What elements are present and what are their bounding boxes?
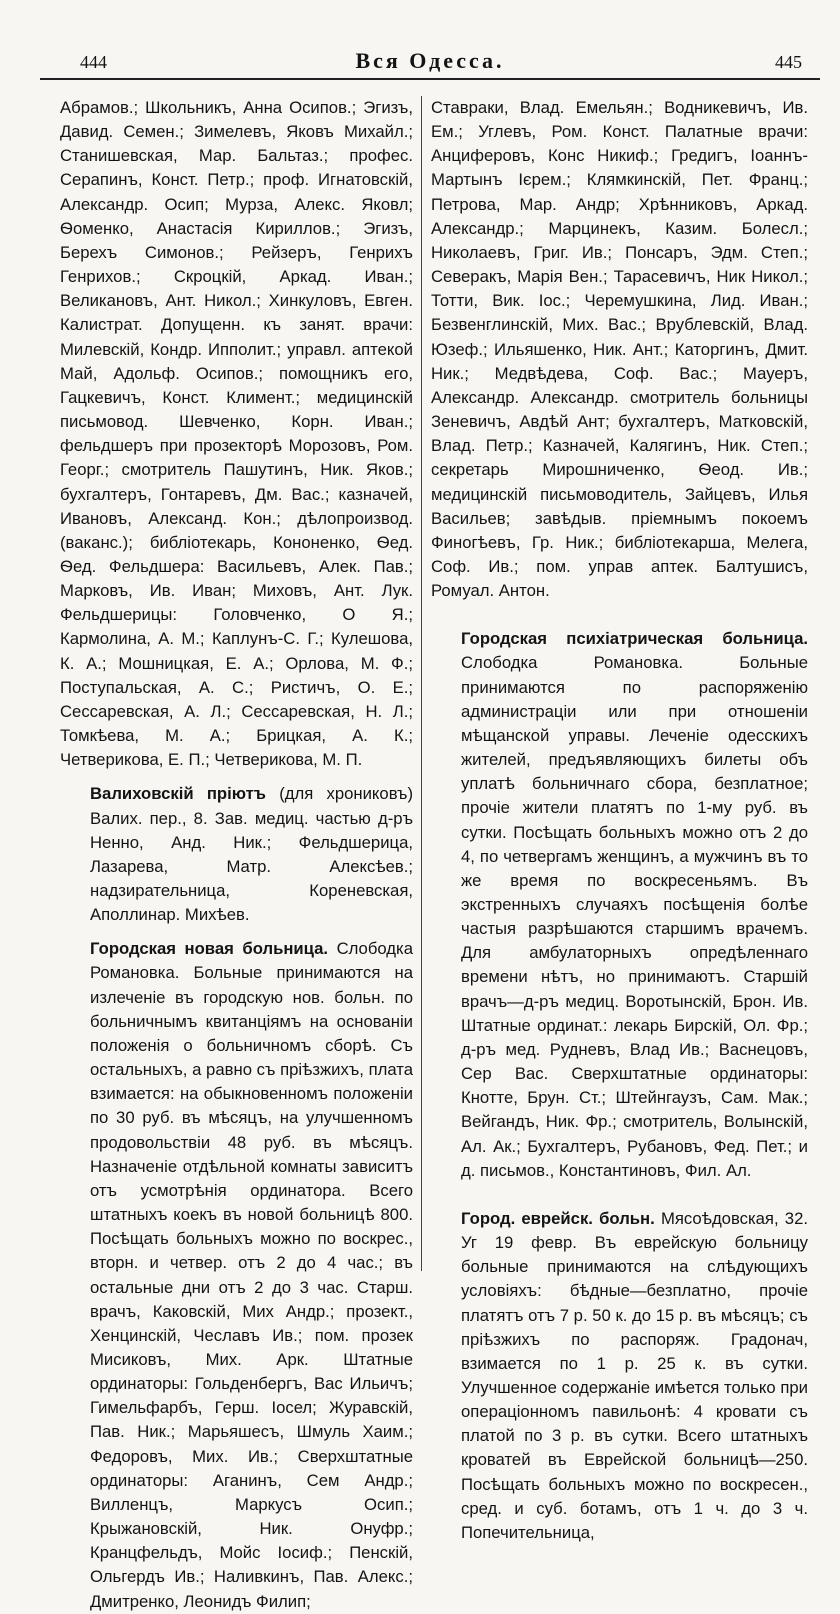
entry-city-new-hospital: [60, 937, 413, 1613]
page-number-right: 445: [775, 52, 802, 72]
entry-psychiatric-hospital: [431, 627, 808, 1183]
entry-continuation: [431, 96, 808, 603]
entry-text: (для хрониковъ) Валих. пер., 8. Зав. медиц. частью д-ръ Ненно, Анд. Ник.; Фельдшерица, Лазарева, Матр. Алексѣев.; надзирательница, Кореневская, Аполлинар. Михѣев.: [90, 784, 413, 925]
running-title: Вся Одесса.: [355, 48, 505, 73]
entry-text: Мясоѣдовская, 32. Уг 19 февр. Въ еврейскую больницу больные принимаются на слѣдующихъ условіяхъ: бѣдные—безплатно, прочіе платятъ отъ 7 р. 50 к. до 15 р. въ мѣсяцъ; съ пріѣзжихъ по распоряж. Градонач, взимается по 1 р. 25 к. въ сутки. Улучшенное содержаніе имѣется только при операціонномъ павильонѣ: 4 кровати съ платой по 3 р. въ сутки. Всего штатныхъ кроватей въ Еврейской больницѣ—250. Посѣщать больныхъ можно по воскресен., сред. и суб. ботамъ, отъ 1 ч. до 3 ч. Попечительница,: [461, 1208, 808, 1542]
left-column: [60, 96, 413, 1611]
entry-heading: Валиховскій пріютъ: [90, 784, 266, 804]
entry-text: Слободка Романовка. Больные принимаются по распоряженію администраціи или при отношеніи мѣщанской управы. Леченіе одесскихъ жителей, предъявляющихъ билеты объ уплатѣ больничнаго сбора, безплатное; прочіе жители платятъ по 1-му руб. въ сутки. Посѣщать больныхъ можно отъ 2 до 4, по четвергамъ женщинъ, а мужчинъ въ то же время по воскресеньямъ. Въ экстренныхъ случаяхъ посѣщенія болѣе частыя разрѣшаются старшимъ врачемъ. Для амбулаторныхъ опредѣленнаго времени нѣтъ, но принимаютъ. Старшій врачъ—д-ръ медиц. Воротынскій, Брон. Ив. Штатные ординат.: лекарь Бирскій, Ол. Фр.; д-ръ мед. Рудневъ, Влад Ив.; Васнецовъ, Сер Вас. Сверхштатные ординаторы: Кнотте, Брун. Ст.; Штейнгаузъ, Сам. Мак.; Вейгандъ, Ник. Фр.; смотритель, Волынскій, Ал. Ак.; Бухгалтеръ, Рубановъ, Фед. Пет.; и д. письмов., Константиновъ, Фил. Ал.: [461, 653, 808, 1180]
entry-jewish-hospital: [431, 1207, 808, 1545]
entry-continuation: [60, 96, 413, 772]
page-header: [40, 38, 820, 80]
right-column: [431, 96, 808, 1542]
page-number-left: 444: [80, 52, 107, 72]
entry-heading: Город. еврейск. больн.: [461, 1208, 655, 1228]
column-divider: [421, 96, 422, 1271]
entry-text: Ставраки, Влад. Емельян.; Водникевичъ, Ив. Ем.; Углевъ, Ром. Конст. Палатные врачи: Анциферовъ, Конс Никиф.; Гредигъ, Іоаннъ-Мартынъ Ієрем.; Клямкинскій, Пет. Франц.; Петрова, Мар. Андр; Хрѣнниковъ, Аркад. Александр.; Марцинекъ, Казим. Болесл.; Николаевъ, Григ. Ив.; Понсаръ, Эдм. Степ.; Северакъ, Марія Вен.; Тарасевичъ, Ник Никол.; Тотти, Вик. Іос.; Черемушкина, Лид. Иван.; Безвенглинскій, Мих. Вас.; Врублевскій, Влад. Юзеф.; Ильяшенко, Ник. Ант.; Каторгинъ, Дмит. Ник.; Медвѣдева, Соф. Вас.; Мауеръ, Александр. Александр. смотритель больницы Зеневичъ, Авдѣй Ант; бухгалтеръ, Матковскій, Влад. Петр.; Казначей, Калягинъ, Ник. Степ.; секретарь Мирошниченко, Ѳеод. Ив.; медицинскій письмоводитель, Зайцевъ, Илья Васильев; завѣдыв. пріемнымъ покоемъ Финогѣевъ, Гр. Ник.; библіотекарша, Мелега, Соф. Ив.; пом. управ аптек. Балтушисъ, Ромуал. Антон.: [431, 98, 808, 601]
entry-valikhovsky-shelter: [60, 782, 413, 927]
entry-heading: Городская новая больница.: [90, 939, 329, 959]
entry-text: Слободка Романовка. Больные принимаются на излеченіе въ городскую нов. больн. по больничнымъ квитанціямъ на основаніи положенія о больничномъ сборѣ. Съ остальныхъ, а равно съ пріѣзжихъ, плата взимается: на обыкновенномъ положеніи по 30 руб. въ мѣсяцъ, на улучшенномъ продовольствіи 48 руб. въ мѣсяцъ. Назначеніе отдѣльной комнаты зависитъ отъ усмотрѣнія ординатора. Всего штатныхъ коекъ въ новой больницѣ 800. Посѣщать больныхъ можно по воскрес., вторн. и четвер. отъ 2 до 4 час.; въ остальные дни отъ 2 до 3 час. Старш. врачъ, Каковскій, Мих Андр.; прозект., Хенцинскій, Чеславъ Ив.; пом. прозек Мисиковъ, Мих. Арк. Штатные ординаторы: Гольденбергъ, Вас Ильичъ; Гимельфарбъ, Герш. Іосел; Журавскій, Пав. Ник.; Марьяшесъ, Шмуль Хаим.; Федоровъ, Мих. Ив.; Сверхштатные ординаторы: Аганинъ, Сем Андр.; Вилленцъ, Маркусъ Осип.; Крыжановскій, Ник. Онуфр.; Кранцфельдъ, Мойс Іосиф.; Пенскій, Ольгердъ Ив.; Наливкинъ, Пав. Алекс.; Дмитренко, Леонидъ Филип;: [90, 939, 413, 1611]
entry-text: Абрамов.; Школьникъ, Анна Осипов.; Эгизъ, Давид. Семен.; Зимелевъ, Яковъ Михайл.; Станишевская, Мар. Бальтаз.; профес. Серапинъ, Конст. Петр.; проф. Игнатовскій, Александр. Осип; Мурза, Алекс. Яковл; Ѳоменко, Анастасія Кириллов.; Эгизъ, Берехъ Симонов.; Рейзеръ, Генрихъ Генрихов.; Скроцкій, Аркад. Иван.; Великановъ, Ант. Никол.; Хинкуловъ, Евген. Калистрат. Допущенн. къ занят. врачи: Милевскій, Кондр. Ипполит.; управл. аптекой Май, Адольф. Осипов.; помощникъ его, Гацкевичъ, Конст. Климент.; медицинскій письмовод. Шевченко, Корн. Иван.; фельдшеръ при прозекторѣ Морозовъ, Ром. Георг.; смотритель Пашутинъ, Ник. Яков.; бухгалтеръ, Гонтаревъ, Дм. Вас.; казначей, Ивановъ, Александ. Кон.; дѣлопроизвод. (ваканс.); библіотекарь, Кононенко, Ѳед. Ѳед. Фельдшера: Васильевъ, Алек. Пав.; Марковъ, Ив. Иван; Миховъ, Ант. Лук. Фельдшерицы: Головченко, О Я.; Кармолина, А. М.; Каплунъ-С. Г.; Кулешова, К. А.; Мошницкая, Е. А.; Орлова, М. Ф.; Поступальская, А. С.; Ристичъ, О. Е.; Сессаревская, А. Л.; Сессаревская, Н. Л.; Томкѣева, М. А.; Брицкая, А. К.; Четверикова, Е. П.; Четверикова, М. П.: [60, 98, 413, 770]
entry-heading: Городская психіатрическая больница.: [461, 629, 808, 649]
